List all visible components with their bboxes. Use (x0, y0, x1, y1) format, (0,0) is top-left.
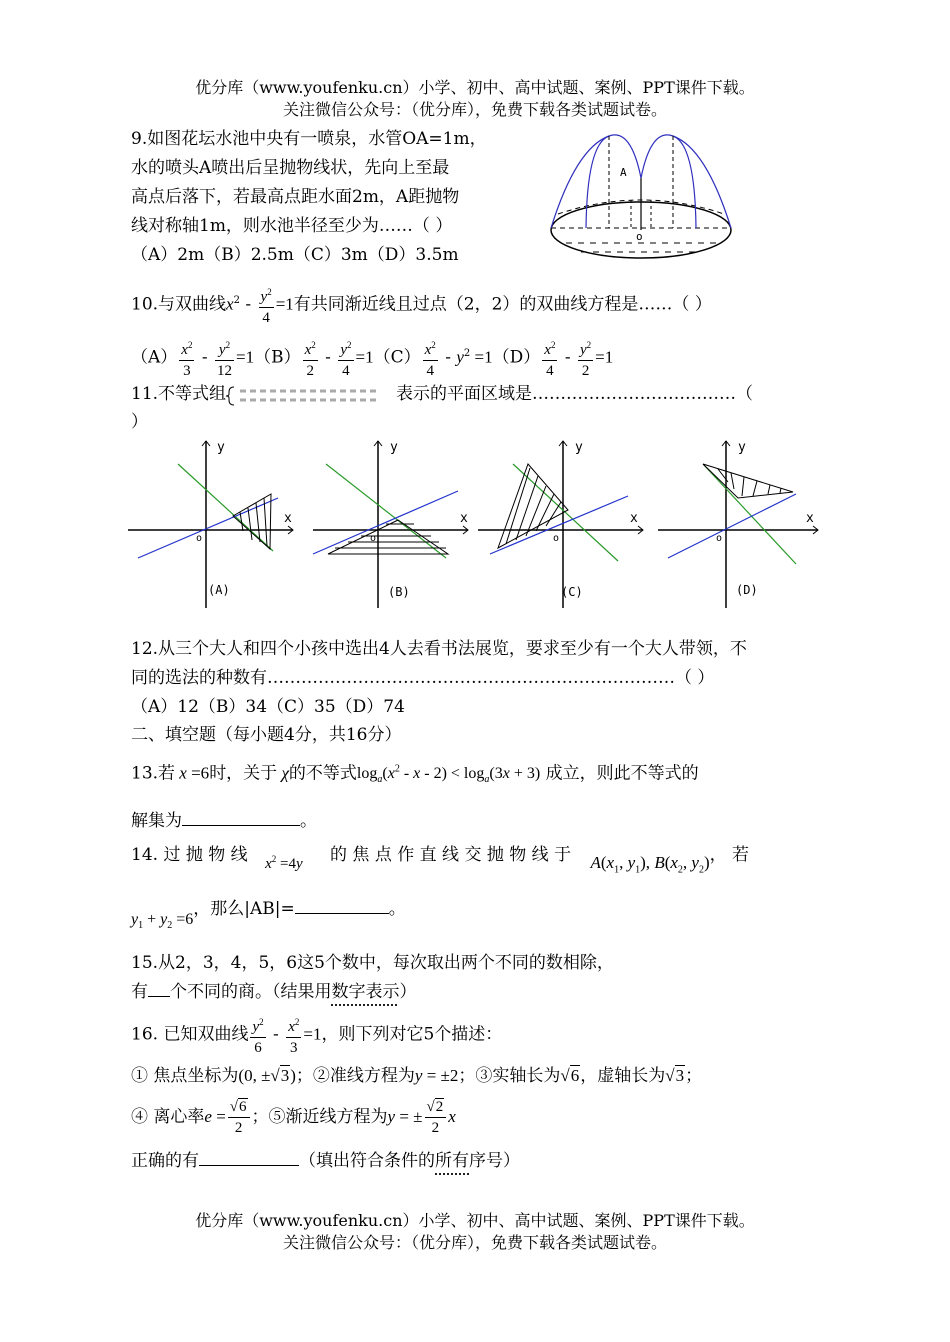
graph-b-x-label: x (460, 511, 468, 526)
q13-answer-label: 解集为 (131, 811, 182, 831)
q13-line-1: 13.若 x =6时，关于 χ的不等式$\log_a(x^2 - x - 2) < \log_a(3x + 3)$ 成立，则此不等式的 (131, 763, 699, 786)
graph-d-label: (D) (736, 583, 758, 597)
q15-line-2 (131, 978, 417, 1004)
q9-line-2: 水的喷头A喷出后呈抛物线状，先向上至最 (131, 158, 450, 178)
graph-a-x-label: x (284, 511, 292, 526)
q15-line-1: 15.从2，3，4，5，6这5个数中，每次取出两个不同的数相除， (131, 953, 614, 973)
graph-b-y-label: y (390, 440, 398, 455)
q13-p1: 13.若 (131, 763, 176, 784)
q16-d2b: ；⑤渐近线方程为 (251, 1107, 388, 1127)
q14-line-2: $y_1 + y_2 =6$，那么|AB|= 。 (131, 895, 406, 938)
graph-a-label: (A) (208, 583, 230, 597)
q16-line-2: ① 焦点坐标为(0, ±√3)；②准线方程为y = ±2；③实轴长为√6，虚轴长为√3； (131, 1066, 703, 1086)
q14-line-1: 14. 过 抛 物 线 $x^2 =4y$ 的 焦 点 作 直 线 交 抛 物 线 于 $A(x_1$, $y_1$), $B(x_2$, $y_2$)， 若 (131, 845, 750, 876)
graph-c-y-label: y (575, 440, 583, 455)
graph-b (313, 440, 468, 608)
q14-end: 。 (388, 899, 406, 919)
q14-answer-blank[interactable] (295, 895, 389, 914)
fountain-figure (546, 128, 736, 268)
fountain-label-a: A (620, 166, 627, 179)
q16-d2a: ④ 离心率 (131, 1107, 205, 1127)
q13-p2: 时，关于 (209, 763, 278, 784)
q16-d1e: ； (685, 1066, 703, 1086)
q16-l4d: 序号） (469, 1151, 520, 1171)
q16-d1a: ① 焦点坐标为 (131, 1066, 239, 1086)
q11-suffix: 表示的平面区域是………………………………（ (396, 384, 754, 404)
q15-answer-blank[interactable] (148, 978, 170, 997)
footer-line-2: 关注微信公众号：（优分库），免费下载各类试题试卷。 (282, 1233, 667, 1252)
graph-c-origin: o (553, 533, 560, 544)
q11-line-1 (131, 382, 753, 406)
q9-line-3: 高点后落下，若最高点距水面2m，A距抛物 (131, 187, 460, 207)
q15-l2b: 个不同的商。（结果用 (170, 982, 332, 1002)
q12-line-2: 同的选法的种数有………………………………………………………………（ ） (131, 668, 715, 688)
q13-p3: 的不等式 (288, 763, 357, 784)
q11-prefix: 11.不等式组 (131, 384, 227, 404)
q16-line-4 (131, 1147, 520, 1173)
graph-b-origin: o (370, 533, 377, 544)
q11-wrap: ） (131, 412, 148, 432)
graph-c (478, 440, 643, 608)
q10-opt-d: （D） (492, 347, 541, 368)
q14-p4: ，那么|AB|= (193, 899, 295, 919)
q10-prefix: 10.与双曲线 (131, 294, 227, 315)
q16-d1d: ，虚轴长为 (580, 1066, 666, 1086)
q9-line-4: 线对称轴1m，则水池半径至少为……（ ） (131, 216, 453, 236)
q14-p1: 14. 过 抛 物 线 (131, 845, 248, 865)
q10-opt-c: （C） (373, 347, 421, 368)
q16-l4b: （填出符合条件的 (299, 1151, 435, 1171)
q11-inequality-system-image (226, 385, 396, 405)
q10-opt-a: （A） (131, 347, 178, 368)
q16-line-1: 16. 已知双曲线 $\frac{y^2}{6}$ - $\frac{x^2}{3}$ =1，则下列对它5个描述： (131, 1017, 503, 1056)
q10-suffix: 有共同渐近线且过点（2，2）的双曲线方程是……（ ） (293, 294, 712, 315)
header-line-1: 优分库（www.youfenku.cn）小学、初中、高中试题、案例、PPT课件下载。 (195, 78, 755, 97)
q16-l4a: 正确的有 (131, 1151, 199, 1171)
q13-line-2 (131, 807, 317, 833)
section-2-title: 二、填空题（每小题4分，共16分） (131, 725, 402, 745)
q10-opt-b: （B） (254, 347, 301, 368)
graph-c-x-label: x (630, 511, 638, 526)
graph-a-y-label: y (217, 440, 225, 455)
fountain-label-o: o (636, 230, 643, 243)
q16-prefix: 16. 已知双曲线 (131, 1024, 249, 1045)
q16-d1b: ；②准线方程为 (295, 1066, 415, 1086)
q13-answer-blank[interactable] (182, 807, 300, 826)
q16-suffix: ，则下列对它5个描述： (321, 1024, 503, 1045)
graph-d-origin: o (716, 533, 723, 544)
q16-d1c: ；③实轴长为 (458, 1066, 561, 1086)
graph-a-origin: o (196, 533, 203, 544)
graph-d-x-label: x (806, 511, 814, 526)
q14-p3: ， 若 (709, 845, 750, 865)
footer-line-1: 优分库（www.youfenku.cn）小学、初中、高中试题、案例、PPT课件下载。 (195, 1211, 755, 1230)
graph-d (658, 440, 818, 608)
q16-line-3: ④ 离心率e = $\frac{√6}{2}$ ；⑤渐近线方程为y = ± $\frac{√2}{2}$ x (131, 1099, 456, 1136)
graph-d-y-label: y (738, 440, 746, 455)
q12-line-1: 12.从三个大人和四个小孩中选出4人去看书法展览，要求至少有一个大人带领，不 (131, 639, 747, 659)
q10-options: （A） $\frac{x^2}{3}$ - $\frac{y^2}{12}$ =1（B） $\frac{x^2}{2}$ - $\frac{y^2}{4}$ =1（C） $\frac{x^2}{4}$ - $y^2 =1(D)$ $\frac{x^2}{4}$ - $\frac{y^2}{2}$ =1 (131, 340, 614, 379)
q14-p2: 的 焦 点 作 直 线 交 抛 物 线 于 (330, 845, 572, 865)
graph-a (128, 440, 293, 608)
q15-l2d: ） (399, 982, 417, 1002)
q12-options: （A）12（B）34（C）35（D）74 (131, 697, 405, 717)
q10-frac-main: $\frac{y^2}{4}$ (260, 287, 272, 326)
header-line-2: 关注微信公众号：（优分库），免费下载各类试题试卷。 (282, 100, 667, 119)
q9-options: （A）2m（B）2.5m（C）3m（D）3.5m (131, 245, 459, 265)
graph-b-label: (B) (388, 585, 410, 599)
q16-answer-blank[interactable] (199, 1147, 299, 1166)
q13-p4: 成立，则此不等式的 (545, 763, 699, 784)
q15-l2a: 有 (131, 982, 148, 1002)
q13-end: 。 (300, 811, 317, 831)
q15-emphasis: 数字表示 (331, 982, 400, 1002)
q9-line-1: 9.如图花坛水池中央有一喷泉，水管OA=1m， (131, 129, 487, 149)
q11-graphs (128, 436, 828, 616)
q16-emphasis: 所有 (435, 1151, 469, 1171)
q10-line-1: 10.与双曲线$x^2$ - $\frac{y^2}{4}$ =1有共同渐近线且过点（2，2）的双曲线方程是……（ ） (131, 282, 712, 328)
graph-c-label: (C) (561, 585, 583, 599)
